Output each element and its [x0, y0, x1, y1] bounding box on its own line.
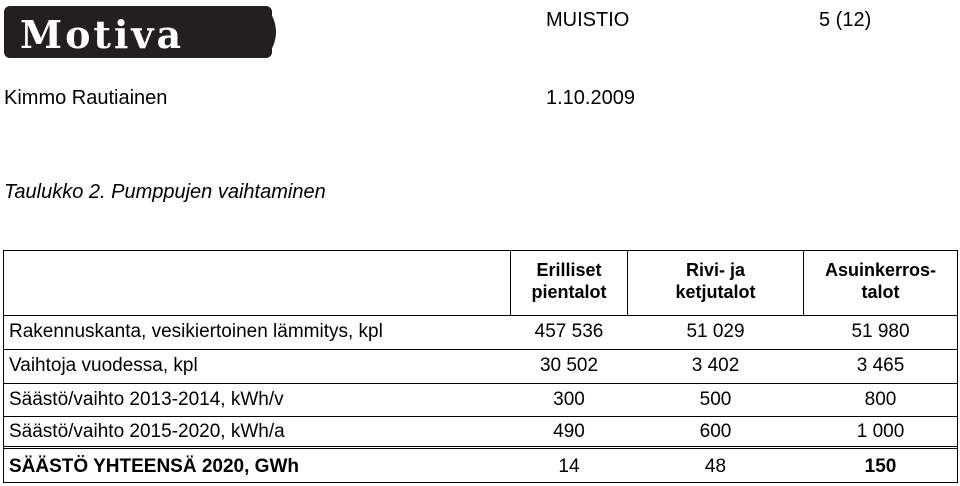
row-label: Säästö/vaihto 2013-2014, kWh/v [9, 389, 284, 410]
savings-table [3, 250, 958, 483]
total-cell: 48 [704, 456, 727, 477]
column-header-row-houses [628, 259, 803, 303]
table-cell: 30 502 [539, 355, 599, 376]
row-divider [3, 416, 958, 417]
total-row-divider [3, 446, 958, 449]
table-cell: 3 465 [856, 355, 905, 376]
row-divider [3, 315, 958, 316]
logo-text: Motiva [20, 12, 185, 57]
document-date: 1.10.2009 [546, 87, 635, 109]
table-cell: 51 029 [686, 321, 745, 342]
row-divider [3, 383, 958, 384]
page-number: 5 (12) [819, 9, 872, 31]
total-row-label: SÄÄSTÖ YHTEENSÄ 2020, GWh [9, 456, 299, 477]
table-cell: 800 [864, 389, 897, 410]
row-label: Vaihtoja vuodessa, kpl [9, 355, 198, 376]
column-header-line: ketjutalot [675, 282, 756, 302]
table-cell: 500 [699, 389, 732, 410]
table-cell: 51 980 [851, 321, 910, 342]
column-header-line: Erilliset [536, 260, 602, 280]
column-header-detached-houses [511, 259, 627, 303]
column-header-apartment-buildings [804, 259, 957, 303]
column-header-line: pientalot [531, 282, 607, 302]
document-type: MUISTIO [546, 9, 630, 31]
row-label: Säästö/vaihto 2015-2020, kWh/a [9, 421, 285, 442]
column-header-line: Rivi- ja [685, 260, 746, 280]
total-cell: 150 [864, 456, 897, 477]
table-caption: Taulukko 2. Pumppujen vaihtaminen [4, 181, 326, 203]
author-name: Kimmo Rautiainen [4, 87, 168, 109]
table-cell: 1 000 [856, 421, 905, 442]
column-header-line: talot [861, 282, 900, 302]
row-label: Rakennuskanta, vesikiertoinen lämmitys, kpl [9, 321, 383, 342]
total-cell: 14 [558, 456, 580, 477]
row-divider [3, 349, 958, 350]
column-header-line: Asuinkerros- [824, 260, 937, 280]
table-cell: 600 [699, 421, 732, 442]
table-cell: 300 [553, 389, 585, 410]
table-border-bottom [3, 482, 958, 483]
table-cell: 490 [553, 421, 585, 442]
motiva-logo [4, 6, 286, 58]
table-cell: 457 536 [534, 321, 604, 342]
table-cell: 3 402 [691, 355, 740, 376]
table-border-top [3, 250, 958, 251]
